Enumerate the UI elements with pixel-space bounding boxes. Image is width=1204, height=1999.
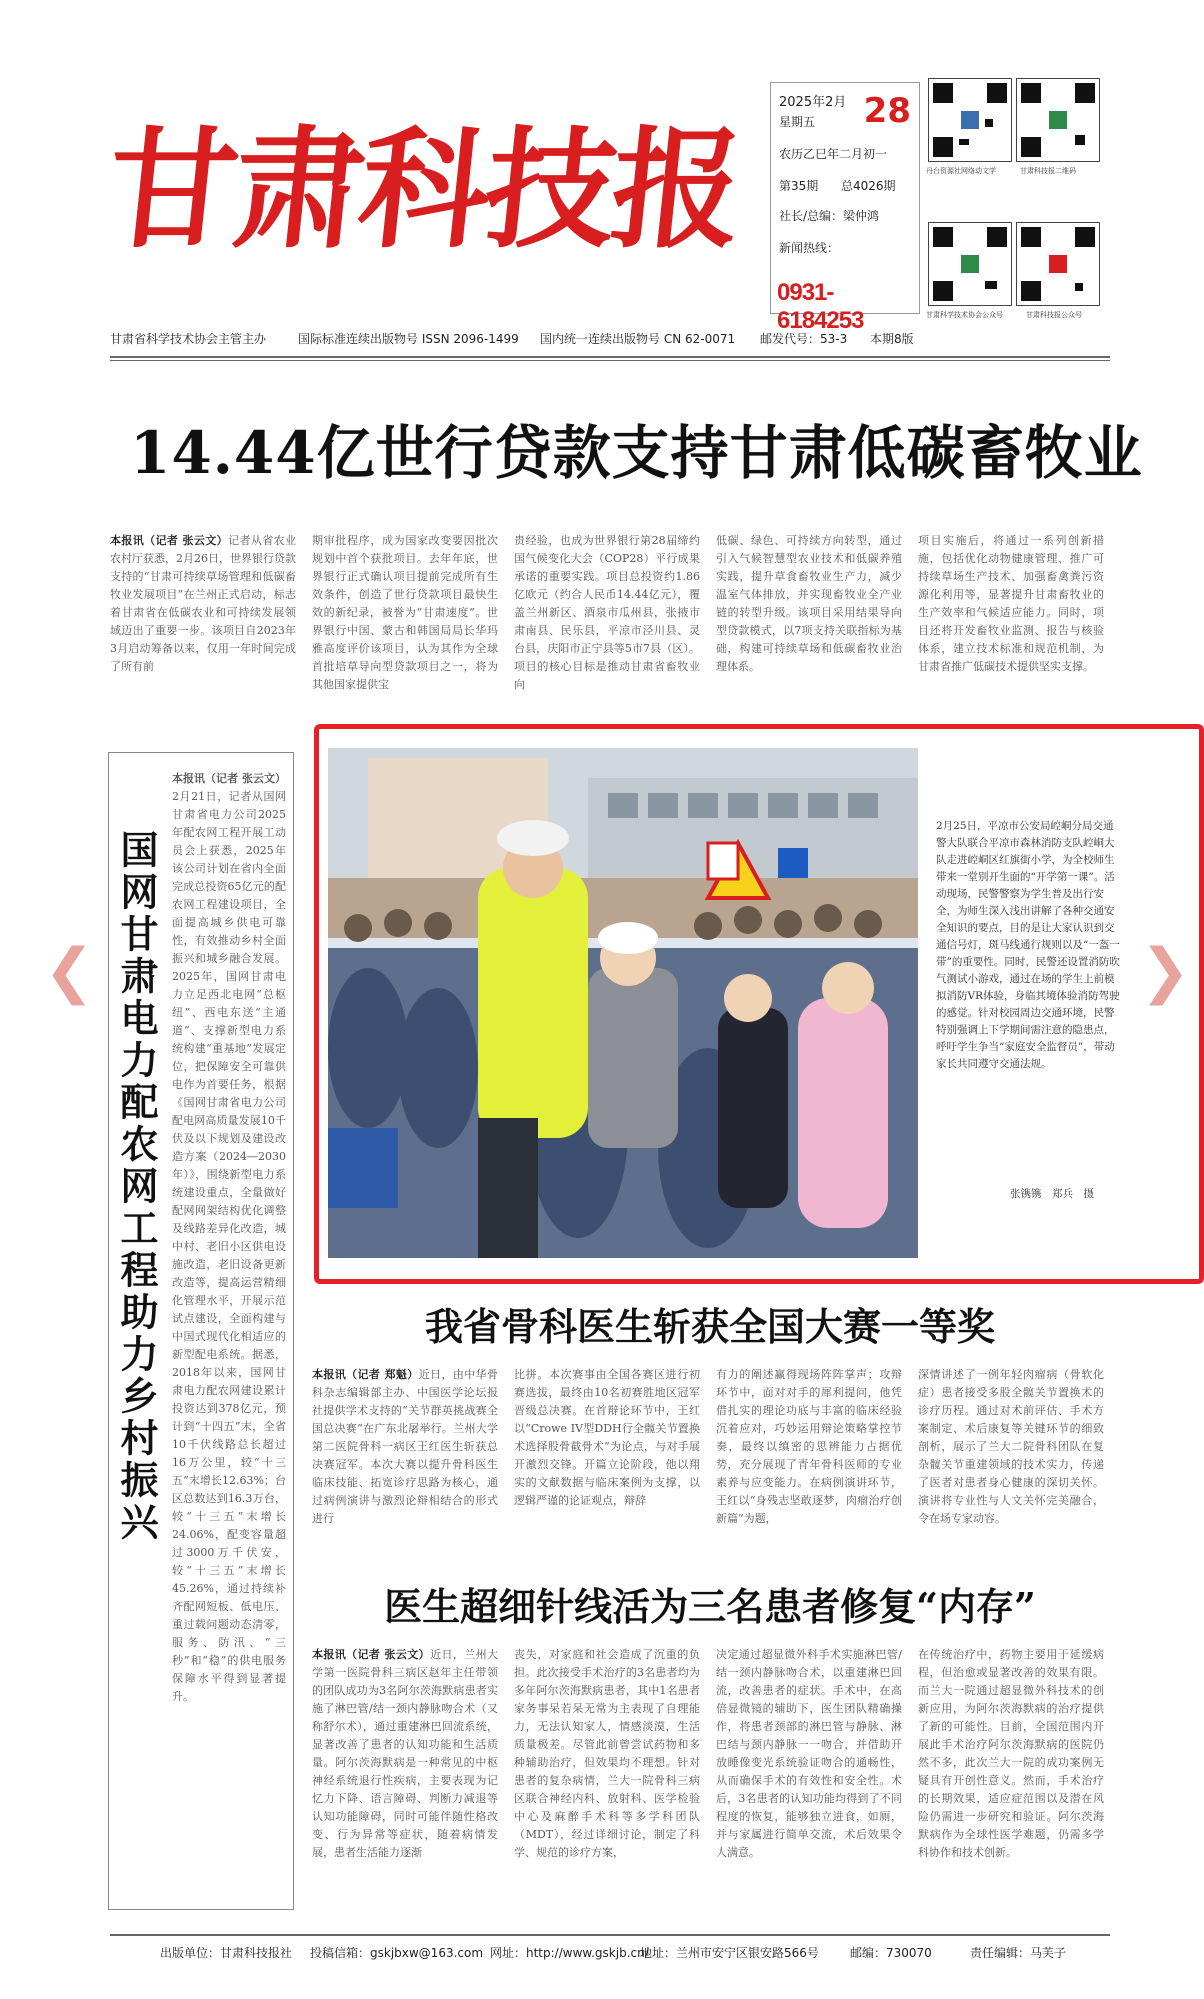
- hotline-number: 0931-6184253: [777, 279, 864, 334]
- pages-text: 本期8版: [870, 332, 914, 346]
- sponsor-text: 甘肃省科学技术协会主管主办: [110, 332, 267, 346]
- article1-column: 低碳、绿色、可持续方向转型，通过引入气候智慧型农业技术和低碳养殖实践，提升草食畜牧业生产力，减少温室气体排放，并实现畜牧业全产业链的转型升级。该项目采用结果导向型贷款模式，以7项支持关联指标为基础，构建可持续草场和低碳畜牧业治理体系。: [716, 534, 902, 673]
- article2-column: 有力的阐述赢得现场阵阵掌声；攻辩环节中，面对对手的犀利提问，他凭借扎实的理论功底与丰富的临床经验沉着应对，巧妙运用辩论策略掌控节奏，最终以缜密的思辨能力占据优势，充分展现了青年骨科医师的专业素养与应变能力。在病例演讲环节，王红以“身残志坚敢逐梦，肉瘤治疗创新篇”为题，: [716, 1368, 902, 1525]
- article2-headline[interactable]: 我省骨科医生斩获全国大赛一等奖: [424, 1304, 995, 1349]
- article1-byline: 本报讯（记者 张云文）: [110, 534, 229, 547]
- publication-info-bar: [110, 330, 1110, 352]
- photo-caption: 2月25日，平凉市公安局崆峒分局交通警大队联合平凉市森林消防支队崆峒大队走进崆峒区红旗街小学，为全校师生带来一堂别开生面的“开学第一课”。活动现场，民警警察为学生普及出行安全，为师生深入浅出讲解了各种交通安全知识的要点，目的是让大家认识到交通信号灯，斑马线通行规则以及“一盔一带”的重要性。同时，民警还设置消防吹气测试小游戏，通过在场的学生上前模拟消防VR体验，身临其境体验消防驾驶的感觉。针对校园周边交通环境，民警特别强调上下学期间需注意的隐患点，呼吁学生争当“家庭安全监督员”，带动家长共同遵守交通法规。: [936, 820, 1120, 1070]
- qr-caption: 甘肃科学技术协会公众号: [926, 311, 1003, 319]
- article3-column: 在传统治疗中，药物主要用于延缓病程，但治愈或显著改善的效果有限。而兰大一院通过超显微外科技术的创新应用，为阿尔茨海默病的治疗提供了新的可能性。目前，全国范围内开展此手术治疗阿尔茨海默病的医院仍然不多，此次兰大一院的成功案例无疑具有开创性意义。然而，手术治疗的长期效果，适应症范围以及潜在风险仍需进一步研究和验证。阿尔茨海默病作为全球性医学难题，仍需多学科协作和技术创新。: [918, 1648, 1104, 1859]
- lunar-date: 农历乙巳年二月初一: [779, 147, 888, 161]
- photo-credit: 张镌镌 郑兵 摄: [1010, 1188, 1094, 1200]
- divider: [110, 1934, 1110, 1936]
- article1-column: 贵经验，也成为世界银行第28届缔约国气候变化大会（COP28）平行成果承诺的重要实践。项目总投资约1.86亿欧元（约合人民币14.44亿元），覆盖兰州新区、酒泉市瓜州县，张掖市肃南县、民乐县，平凉市泾川县、灵台县，庆阳市正宁县等5市7县（区）。项目的核心目标是推动甘肃省畜牧业向: [514, 534, 700, 691]
- divider: [110, 356, 1110, 358]
- article3-column: 决定通过超显微外科手术实施淋巴管/结一颈内静脉吻合术，以重建淋巴回流，改善患者的症状。手术中，在高倍显微镜的辅助下，医生团队精确操作，将患者颈部的淋巴管与静脉、淋巴结与颈内静脉一一吻合，并借助开放睡像变光系统验证吻合的通畅性，从而确保手术的有效性和安全性。术后，3名患者的认知功能均得到了不同程度的恢复，能够独立进食，如厕，并与家属进行简单交流，术后效果令人满意。: [716, 1648, 902, 1859]
- newspaper-title: 甘肃科技报: [100, 113, 747, 266]
- chief-editor: 社长/总编：梁仲鸿: [779, 209, 880, 223]
- footer-address: 地址：兰州市安宁区银安路566号: [640, 1946, 819, 1960]
- sidebar-headline[interactable]: 国网甘肃电力配农网工程助力乡村振兴: [114, 830, 159, 1544]
- qr-caption: 甘肃科技报二维码: [1020, 167, 1076, 175]
- divider: [110, 360, 1110, 361]
- footer-zip: 邮编：730070: [850, 1946, 932, 1960]
- next-page-arrow-icon[interactable]: ❯: [1140, 936, 1191, 1006]
- article2-column: 深情讲述了一例年轻肉瘤病（骨软化症）患者接受多股全髋关节置换术的诊疗历程。通过对术前评估、手术方案制定、术后康复等关键环节的细致剖析，展示了兰大二院骨科团队在复杂髋关节重建领域的技术实力，传递了医者对患者身心健康的深切关怀。演讲将专业性与人文关怀完美融合，令在场专家动容。: [918, 1368, 1104, 1525]
- previous-page-arrow-icon[interactable]: ❮: [44, 936, 95, 1006]
- qr-code-icon[interactable]: [928, 78, 1012, 162]
- article2-column: 比拼。本次赛事由全国各赛区进行初赛选拔，最终由10名初赛胜地区冠军晋级总决赛。在首辩论环节中，王红以“Crowe IV型DDH行全髋关节置换术选择股骨截骨术”为论点，与对手展开激烈交锋。开篇立论阶段，他以翔实的文献数据与临床案例为支撑，以逻辑严谨的论证观点，辩辞: [514, 1368, 700, 1507]
- footer-website[interactable]: 网址：http://www.gskjb.cn/: [490, 1946, 649, 1960]
- sidebar-body: 本报讯（记者 张云文）2月21日，记者从国网甘肃省电力公司2025年配农网工程开展工动员会上获悉，2025年该公司计划在省内全面完成总投资65亿元的配农网工程建设项目，全面提高城乡供电可靠性，有效推动乡村全面振兴和城乡融合发展。2025年，国网甘肃电力立足西北电网“总枢纽”、西电东送“主通道”、支撑新型电力系统构建“重基地”发展定位，把保障安全可靠供电作为首要任务，根据《国网甘肃省电力公司配电网高质量发展10千伏及以下规划及建设改造方案（2024—2030年）》，围绕新型电力系统建设重点，全量做好配网网架结构优化调整及线路差异化改造，城中村、老旧小区供电设施改造，老旧设备更新改造等，提高运营精细化管理水平，开展示范试点建设，全面构建与中国式现代化相适应的新型配电系统。据悉，2018年以来，国网甘肃电力配农网建设累计投资达到378亿元，预计到“十四五”末，全省10千伏线路总长超过16万公里，较“十三五”末增长12.63%；台区总数达到16.3万台，较“十三五”末增长24.06%，配变容量超过3000万千伏安，较“十三五”末增长45.26%，通过持续补齐配网短板、低电压、重过载问题动态清零，服务、防汛、“三秒”和“稳”的供电服务保障水平得到显著提升。: [172, 772, 286, 1703]
- issue-date: 2025年2月: [779, 95, 847, 110]
- qr-code-icon[interactable]: [1016, 78, 1100, 162]
- sidebar-byline: 本报讯（记者 张云文）: [172, 772, 286, 785]
- article1-headline[interactable]: 14.44亿世行贷款支持甘肃低碳畜牧业: [130, 419, 1143, 487]
- footer-publisher: 出版单位：甘肃科技报社: [160, 1946, 293, 1960]
- issue-number: 第35期: [779, 179, 819, 193]
- article3-byline: 本报讯（记者 张云文）: [312, 1648, 431, 1661]
- issue-weekday: 星期五: [779, 115, 816, 129]
- qr-code-icon[interactable]: [928, 222, 1012, 306]
- footer-editor: 责任编辑：马芙子: [970, 1946, 1067, 1960]
- school-safety-photo[interactable]: [328, 748, 918, 1258]
- qr-caption: 甘肃科技报公众号: [1026, 311, 1082, 319]
- qr-caption: 丹台资源社网络动文学: [926, 167, 996, 175]
- issue-day: 28: [863, 91, 911, 131]
- article2-column: 本报讯（记者 郑魁）近日，由中华骨科杂志编辑部主办、中国医学论坛报社提供学术支持的“关节群英挑战赛全国总决赛”在广东北屠举行。兰州大学第二医院骨科一病区王红医生斩获总决赛冠军。本次大赛以提升骨科医生临床技能、拓宽诊疗思路为核心，通过病例演讲与激烈论辩相结合的形式进行: [312, 1368, 498, 1525]
- total-issue-number: 总4026期: [841, 179, 896, 193]
- issn-text: 国际标准连续出版物号 ISSN 2096-1499: [298, 332, 519, 346]
- footer-bar: [110, 1944, 1110, 1966]
- cn-text: 国内统一连续出版物号 CN 62-0071: [540, 332, 736, 346]
- article3-headline[interactable]: 医生超细针线活为三名患者修复“内存”: [384, 1584, 1036, 1629]
- article1-column: 期审批程序，成为国家改变要因批次规划中首个获批项目。去年年底，世界银行正式确认项目提前完成所有生效条件，创造了世行贷款项目最快生效的新纪录，被誉为“甘肃速度”。世界银行中国、蒙古和韩国局局长华玛雅高度评价该项目，认为其作为全球首批培草导向型贷款项目之一，将为其他国家提供宝: [312, 534, 498, 691]
- article2-byline: 本报讯（记者 郑魁）: [312, 1368, 419, 1381]
- postal-code-text: 邮发代号：53-3: [760, 332, 848, 346]
- hotline-label: 新闻热线：: [779, 241, 840, 255]
- footer-email[interactable]: 投稿信箱：gskjbxw@163.com: [310, 1946, 484, 1960]
- article1-column: 本报讯（记者 张云文）记者从省农业农村厅获悉，2月26日，世界银行贷款支持的“甘肃可持续草场管理和低碳畜牧业发展项目”在兰州正式启动，标志着甘肃省在低碳农业和可持续发展领域迈出了重要一步。该项目自2023年3月启动筹备以来，仅用一年时间完成了所有前: [110, 534, 296, 673]
- issue-info-box: [770, 82, 920, 334]
- article3-column: 本报讯（记者 张云文）近日，兰州大学第一医院骨科三病区赵年主任带领的团队成功为3名阿尔茨海默病患者实施了淋巴管/结一颈内静脉吻合术（又称舒尔术），通过重建淋巴回流系统，显著改善了患者的认知功能和生活质量。阿尔茨海默病是一种常见的中枢神经系统退行性疾病，主要表现为记忆力下降、语言障碍、判断力减退等认知功能障碍，同时可能伴随性格改变、行为异常等症状，随着病情发展，患者生活能力逐渐: [312, 1648, 498, 1859]
- article3-column: 丧失，对家庭和社会造成了沉重的负担。此次接受手术治疗的3名患者均为多年阿尔茨海默病患者，其中1名患者家务事呆若呆无常为主表现了自理能力，无法认知家人，情感淡漠，生活质量极差。尽管此前曾尝试药物和多种辅助治疗，但效果均不理想。针对患者的复杂病情，兰大一院骨科三病区联合神经内科、放射科、医学检验中心及麻醉手术科等多学科团队（MDT），经过详细讨论，制定了科学、规范的诊疗方案，: [514, 1648, 700, 1859]
- qr-code-icon[interactable]: [1016, 222, 1100, 306]
- article1-column: 项目实施后，将通过一系列创新措施，包括优化动物健康管理、推广可持续草场生产技术、加强畜禽粪污资源化利用等，显著提升甘肃畜牧业的生产效率和气候适应能力。同时，项目还将开发畜牧业监测、报告与核验体系，建立技术标准和规范机制，为甘肃省推广低碳技术提供坚实支撑。: [918, 534, 1104, 673]
